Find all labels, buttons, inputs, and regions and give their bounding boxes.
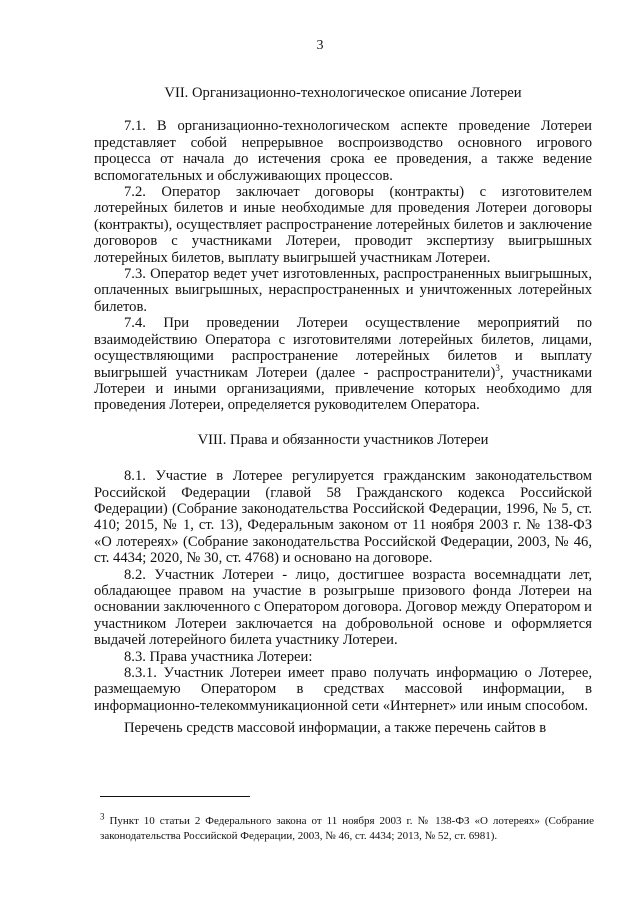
paragraph-7-4 (94, 315, 592, 413)
paragraph-8-1: 8.1. Участие в Лотерее регулируется гражданским законодательством Российской Федерации (главой 58 Гражданского кодекса Российской Федерации) (Собрание законодательства Российской Федерации, 1996, № 5, ст. 410; 2015, № 1, ст. 13), Федеральным законом от 11 ноября 2003 г. № 138-ФЗ «О лотереях» (Собрание законодательства Российской Федерации, 2003, № 46, ст. 4434; 2020, № 30, ст. 4768) и основано на договоре. (94, 468, 592, 567)
section-heading-vii: VII. Организационно-технологическое описание Лотереи (164, 85, 522, 101)
section-heading-viii: VIII. Права и обязанности участников Лотереи (197, 431, 489, 448)
footnote-separator (100, 796, 250, 797)
paragraph-8-3-1: 8.3.1. Участник Лотереи имеет право получать информацию о Лотерее, размещаемую Оператором в средствах массовой информации, в информационно-телекоммуникационной сети «Интернет» или иным способом. (94, 665, 592, 714)
paragraph-8-2: 8.2. Участник Лотереи - лицо, достигшее возраста восемнадцати лет, обладающее правом на участие в розыгрыше призового фонда Лотереи на основании заключенного с Оператором договора. Договор между Оператором и участником Лотереи заключается на добровольной основе и оформляется выдачей лотерейного билета участнику Лотереи. (94, 566, 592, 649)
paragraph-media-list: Перечень средств массовой информации, а также перечень сайтов в (124, 720, 547, 737)
page-number: 3 (316, 38, 324, 53)
footnote-marker: 3 (100, 811, 105, 822)
paragraph-7-3: 7.3. Оператор ведет учет изготовленных, распространенных выигрышных, оплаченных выигрышных, нераспространенных и уничтоженных лотерейных билетов. (94, 266, 592, 315)
footnote (100, 811, 594, 844)
footnote-ref-3: 3 (495, 362, 500, 373)
paragraph-7-4-text: 7.4. При проведении Лотереи осуществление мероприятий по взаимодействию Оператора с изготовителями лотерейных билетов, лицами, осуществляющими распространение лотерейных билетов и выплату выигрышей участникам Лотереи (далее - распространители) (94, 315, 592, 381)
document-body (94, 85, 592, 737)
footnote-text: Пункт 10 статьи 2 Федерального закона от 11 ноября 2003 г. № 138-ФЗ «О лотереях» (Собрание законодательства Российской Федерации, 2003, № 46, ст. 4434; 2013, № 52, ст. 6981). (100, 815, 594, 842)
paragraph-7-1: 7.1. В организационно-технологическом аспекте проведение Лотереи представляет собой непрерывное воспроизводство основного игрового процесса от начала до истечения срока ее проведения, а также ведение вспомогательных и обслуживающих процессов. (94, 118, 592, 184)
paragraph-7-2: 7.2. Оператор заключает договоры (контракты) с изготовителем лотерейных билетов и иные необходимые для проведения Лотереи договоры (контракты), осуществляет распространение лотерейных билетов и заключение договоров с участниками Лотереи, проводит экспертизу выигрышных лотерейных билетов, выплату выигрышей участникам Лотереи. (94, 184, 592, 266)
paragraph-7-4-text-cont: , участниками Лотереи и иными организациями, привлечение которых необходимо для проведения Лотереи, определяется руководителем Оператора. (94, 364, 592, 414)
paragraph-8-3: 8.3. Права участника Лотереи: (124, 648, 313, 665)
